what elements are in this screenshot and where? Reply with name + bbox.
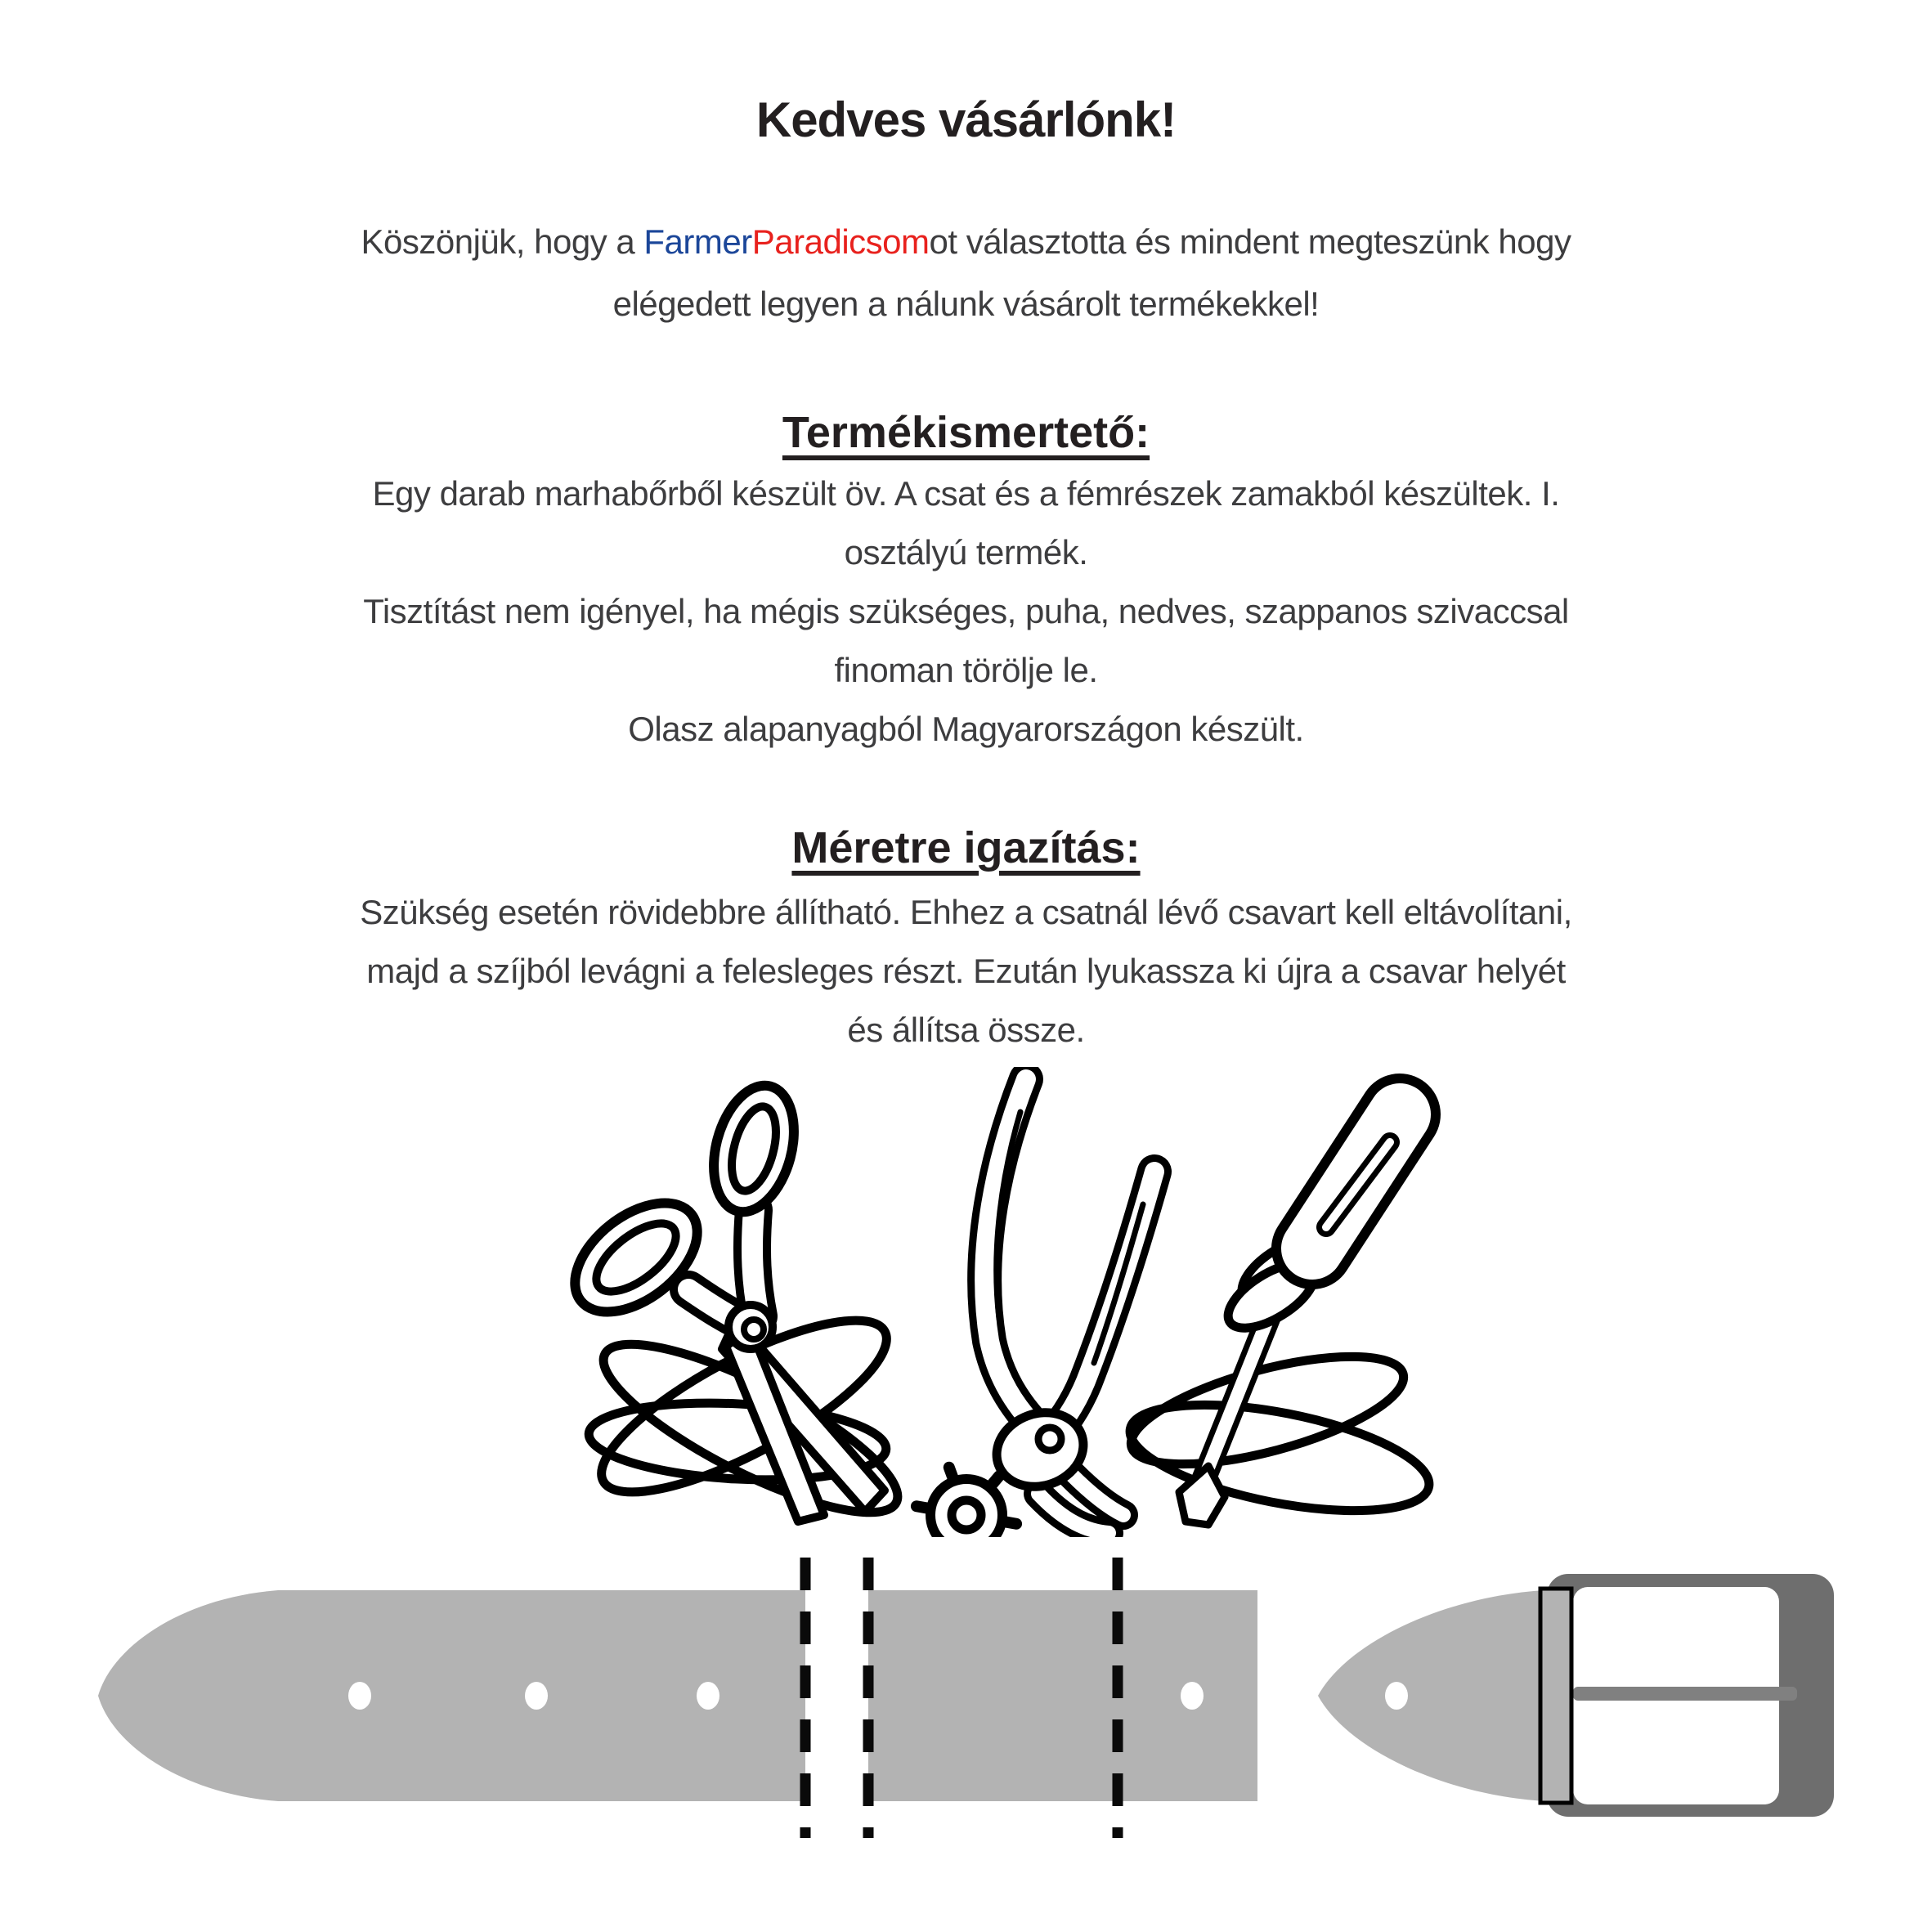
- buckle-prong: [1573, 1687, 1797, 1701]
- sizing-line: Szükség esetén rövidebbre állítható. Ehhez a csatnál lévő csavart kell eltávolítani,: [360, 893, 1572, 931]
- belt-strap-middle: [868, 1590, 1257, 1801]
- buckle-keeper-bar: [1540, 1589, 1571, 1803]
- hole-punch-pliers-icon: [917, 1079, 1154, 1537]
- product-section-paragraph: [0, 464, 1932, 759]
- belt-hole: [348, 1682, 371, 1710]
- belt-buckle-end: [1318, 1574, 1834, 1817]
- sizing-line: és állítsa össze.: [847, 1011, 1085, 1049]
- belt-hole: [525, 1682, 548, 1710]
- intro-paragraph: [0, 211, 1932, 335]
- product-line: finoman törölje le.: [834, 651, 1098, 689]
- product-line: osztályú termék.: [844, 533, 1088, 572]
- product-section-heading: Termékismertető:: [782, 408, 1150, 457]
- scissors-icon: [555, 1077, 917, 1537]
- sizing-section-heading: Méretre igazítás:: [791, 823, 1141, 872]
- intro-line-1-post: ot választotta és mindent megteszünk hogy: [929, 222, 1571, 261]
- brand-name-red: Paradicsom: [751, 222, 930, 261]
- belt-hole: [697, 1682, 719, 1710]
- belt-strap-left: [98, 1590, 805, 1801]
- intro-line-1-pre: Köszönjük, hogy a: [361, 222, 644, 261]
- tools-illustration: [540, 1067, 1447, 1537]
- page-title: Kedves vásárlónk!: [755, 92, 1177, 147]
- product-line: Egy darab marhabőrből készült öv. A csat és a fémrészek zamakból készültek. I.: [372, 474, 1560, 513]
- sizing-section-paragraph: [0, 883, 1932, 1060]
- product-line: Olasz alapanyagból Magyarországon készült.: [628, 710, 1304, 748]
- brand-name-blue: Farmer: [643, 222, 752, 261]
- product-line: Tisztítást nem igényel, ha mégis szükséges, puha, nedves, szappanos szivaccsal: [363, 592, 1569, 630]
- belt-diagram: [0, 1537, 1932, 1889]
- belt-hole: [1181, 1682, 1204, 1710]
- belt-hole: [1385, 1682, 1408, 1710]
- intro-line-2: elégedett legyen a nálunk vásárolt termékekkel!: [612, 285, 1320, 323]
- intro-line-1: [0, 211, 1932, 273]
- sizing-line: majd a szíjból levágni a felesleges részt. Ezután lyukassza ki újra a csavar helyét: [366, 952, 1566, 990]
